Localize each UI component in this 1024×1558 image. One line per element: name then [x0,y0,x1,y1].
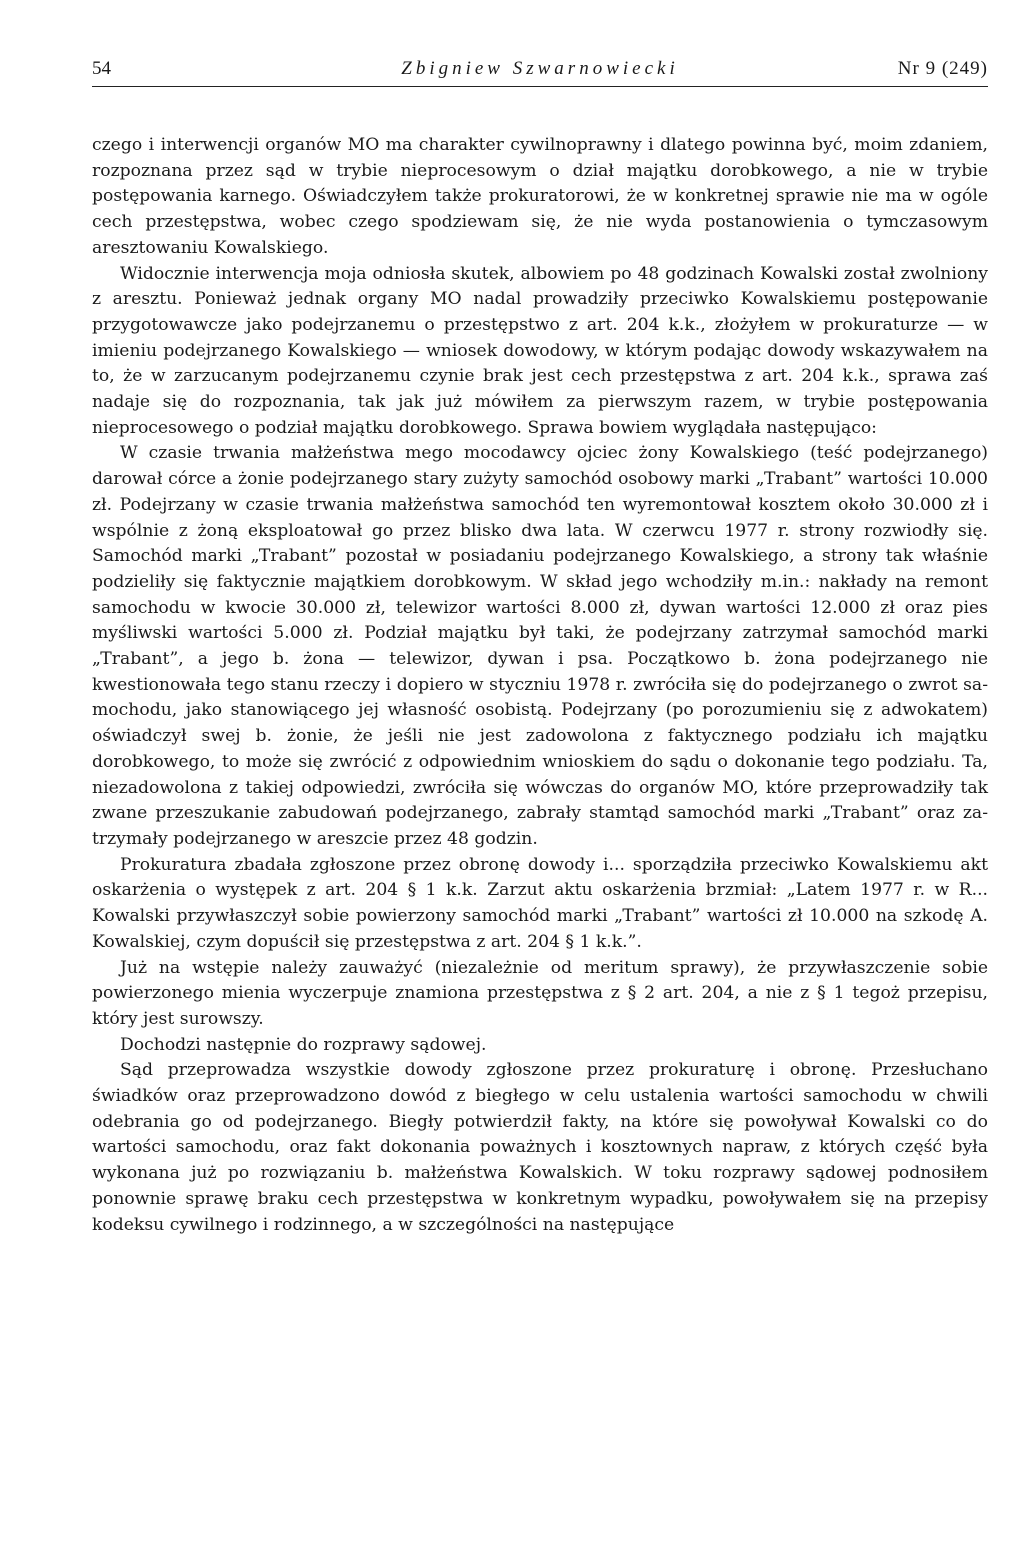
issue-number: Nr 9 (249) [897,58,988,79]
page-number: 54 [92,58,111,79]
running-header [92,52,988,87]
running-header-author: Zbigniew Szwarnowiecki [401,58,679,79]
paragraph: Sąd przeprowadza wszystkie dowody zgłoszone przez prokuraturę i obronę. Przesłuchano świadków oraz przeprowadzono dowód z biegłego w celu ustalenia wartości samochodu w chwili odebrania go od podejrzanego. Biegły potwierdził fakty, na które się powoływał Kowalski co do wartości samochodu, oraz fakt dokonania poważnych i kosztownych napraw, z których część była wykonana już po rozwiązaniu b. małżeństwa Kowalskich. W toku rozprawy sądowej podnosiłem ponownie sprawę braku cech przestępstwa w konkretnym wypadku, powoływałem się na przepisy kodeksu cywilnego i rodzinnego, a w szczególności na następujące [92,1060,988,1235]
paragraph: czego i interwencji organów MO ma charakter cywilnoprawny i dlatego powinna być, moim zdaniem, rozpoznana przez sąd w trybie nieprocesowym o dział majątku dorobkowego, a nie w trybie postępowania karnego. Oświadczyłem także prokuratorowi, że w konkretnej sprawie nie ma w ogóle cech przestępstwa, wobec czego spodziewam się, że nie wyda postanowienia o tymczasowym aresztowaniu Kowalskiego. [92,135,988,258]
paragraph: W czasie trwania małżeństwa mego mocodawcy ojciec żony Kowalskiego (teść podejrzanego) darował córce a żonie podejrzanego stary zużyty samochód osobowy marki „Trabant” wartości 10.000 zł. Podejrzany w czasie trwania małżeństwa samochód ten wyremontował kosztem około 30.000 zł i wspólnie z żoną eksploatował go przez blisko dwa lata. W czerwcu 1977 r. strony rozwiodły się. Samochód marki „Trabant” pozostał w posiadaniu podejrzanego Kowalskiego, a strony tak właśnie podzieliły się faktycznie majątkiem dorobkowym. W skład jego wchodziły m.in.: nakłady na remont samochodu w kwocie 30.000 zł, telewizor wartości 8.000 zł, dywan wartości 12.000 zł oraz pies myśliwski wartości 5.000 zł. Podział majątku był taki, że podejrzany zatrzymał samochód marki „Trabant”, a jego b. żona — telewizor, dywan i psa. Początkowo b. żona podejrzanego nie kwestionowała tego stanu rzeczy i dopiero w styczniu 1978 r. zwróciła się do podejrzanego o zwrot samochodu, jako stanowiącego jej własność osobistą. Podejrzany (po porozumieniu się z adwokatem) oświadczył swej b. żonie, że jeśli nie jest zadowolona z faktycznego podziału ich majątku dorobkowego, to może się zwrócić z odpowiednim wnioskiem do sądu o dokonanie tego podziału. Ta, niezadowolona z takiej odpowiedzi, zwróciła się wówczas do organów MO, które przeprowadziły tak zwane przeszukanie zabudowań podejrzanego, zabrały stamtąd samochód marki „Trabant” oraz zatrzymały podejrzanego w areszcie przez 48 godzin. [92,443,988,849]
article-body [92,133,988,1238]
paragraph: Dochodzi następnie do rozprawy sądowej. [120,1034,487,1055]
paragraph: Widocznie interwencja moja odniosła skutek, albowiem po 48 godzinach Kowalski został zwolniony z aresztu. Ponieważ jednak organy MO nadal prowadziły przeciwko Kowalskiemu postępowanie przygotowawcze jako podejrzanemu o przestępstwo z art. 204 k.k., złożyłem w prokuraturze — w imieniu podejrzanego Kowalskiego — wniosek dowodowy, w którym podając dowody wskazywałem na to, że w zarzucanym podejrzanemu czynie brak jest cech przestępstwa z art. 204 k.k., sprawa zaś nadaje się do rozpoznania, tak jak już mówiłem za pierwszym razem, w trybie postępowania nieprocesowego o podział majątku dorobkowego. Sprawa bowiem wyglądała następująco: [92,263,988,438]
paragraph: Prokuratura zbadała zgłoszone przez obronę dowody i... sporządziła przeciwko Kowalskiemu akt oskarżenia o występek z art. 204 § 1 k.k. Zarzut aktu oskarżenia brzmiał: „Latem 1977 r. w R... Kowalski przywłaszczył sobie powierzony samochód marki „Trabant” wartości zł 10.000 na szkodę A. Kowalskiej, czym dopuścił się przestępstwa z art. 204 § 1 k.k.”. [92,854,988,952]
paragraph: Już na wstępie należy zauważyć (niezależnie od meritum sprawy), że przywłaszczenie sobie powierzonego mienia wyczerpuje znamiona przestępstwa z § 2 art. 204, a nie z § 1 tegoż przepisu, który jest surowszy. [92,957,988,1029]
document-page [92,52,988,1238]
